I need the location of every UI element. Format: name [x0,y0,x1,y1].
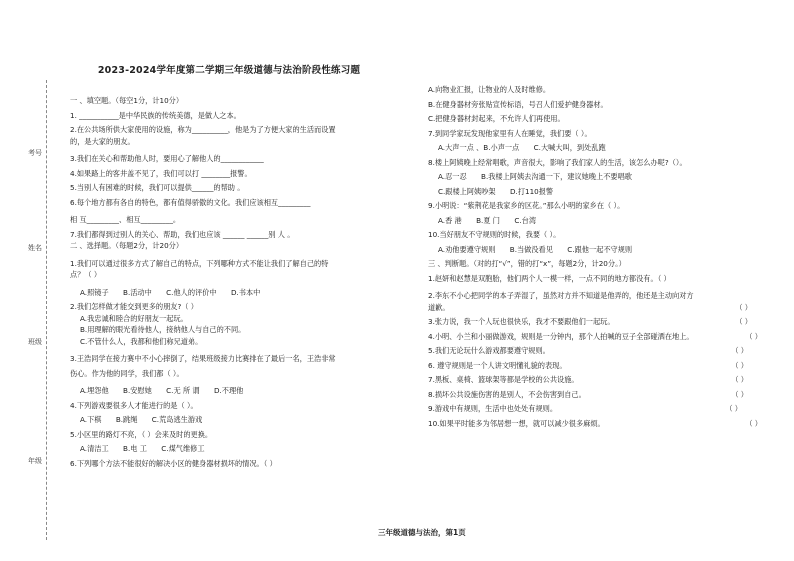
judgement-item [428,317,780,328]
question-line: 7.我们都得到过别人的关心、帮助，我们也应该 ______ ______别 人 。 [70,229,295,239]
binding-margin [0,0,60,561]
question-line: 10.当好朋友不守规则的时候，我要（ ）。 [428,230,561,239]
margin-label-class: 班级 [28,338,42,346]
answer-options: A.埋怨他 B.安慰她 C.无 所 谓 D.不理他 [80,386,244,395]
section-heading: 二 、选择题。（每题2分，计20分） [70,241,184,250]
answer-option: B.用理解的眼光看待他人，接纳他人与自己的不同。 [80,325,246,334]
question-line: 1.我们可以通过很多方式了解自己的特点，下列哪种方式不能让我们了解自己的特 [70,258,329,268]
cut-line [46,80,47,540]
answer-option: A.我忠诚和睦合的好朋友一起玩。 [80,313,188,323]
answer-options: A.大声一点 、B.小声一点 C.大喊大叫，到处乱跑 [438,143,606,152]
section-heading: 一 、填空题。（每空1分，计10分） [70,96,184,105]
answer-parentheses: （ ） [731,375,748,384]
question-line: 3.王浩同学在接力赛中不小心摔倒了，结果班级接力比赛排在了最后一名，王浩非常 [70,354,336,363]
judgement-item [428,419,780,430]
question-text: 7.黑板、桌椅、篮球架等都是学校的公共设施。 [428,375,579,384]
margin-label-name: 姓名 [28,244,42,252]
question-line: 伤心。作为他的同学，我们都（ ）。 [70,368,184,378]
question-line: 1.赵妍和赵慧是双胞胎，他们两个人一模一样，一点不同的地方都没有。（ ） [428,273,671,283]
right-column [428,85,780,429]
answer-parentheses: （ ） [735,317,752,326]
question-text: 8.损坏公共设施伤害的是别人，不会伤害到自己。 [428,389,586,399]
answer-option: A.向物业汇报，让物业的人及时维修。 [428,85,551,94]
question-line: 2.在公共场所供大家使用的设施，称为__________，他是为了方便大家的生活而设置 [70,125,336,134]
answer-option: C.把健身器材封起来，不允许人们再使用。 [428,114,565,123]
judgement-item [428,390,780,401]
answer-parentheses: （ ） [725,404,742,413]
question-line: 5.当别人有困难的时候，我们可以提供______的帮助 。 [70,183,245,192]
answer-parentheses: （ ） [745,418,762,428]
question-line: 6.每个地方都有各自的特色，都有值得骄傲的文化。我们应该相互_________ [70,197,311,207]
judgement-item [428,375,780,386]
question-line: 9.小明说：“紫荆花是我家乡的区花。”那么小明的家乡在（ ）。 [428,201,625,210]
question-text: 9.游戏中有规则，生活中也处处有规则。 [428,404,558,413]
answer-parentheses: （ ） [731,389,748,399]
question-text: 10.如果平时能多为邻居想一想，就可以减少很多麻烦。 [428,418,605,428]
answer-parentheses: （ ） [731,346,748,355]
question-line: 2.我们怎样做才能交到更多的朋友?（ ） [70,302,198,311]
answer-option: B.在健身器材旁张贴宣传标语，号召人们爱护健身器材。 [428,99,608,109]
answer-options: A.香 港 B.夏 门 C.台湾 [438,215,537,225]
question-line: 8.楼上阿姨晚上经常唱歌，声音很大，影响了我们家人的生活，该怎么办呢?（）。 [428,157,687,167]
question-line: 2.李东不小心把同学的本子弄湿了，虽然对方并不知道是他弄的，他还是主动向对方 [428,291,694,300]
question-text: 6. 遵守规则是一个人讲文明懂礼貌的表现。 [428,360,567,370]
margin-label-grade: 年级 [28,457,42,465]
answer-parentheses: （ ） [735,302,752,312]
question-line: 1. ___________是中华民族的传统美德，是做人之本。 [70,110,241,120]
answer-options: A.照镜子 B.活动中 C.他人的评价中 D.书本中 [80,287,261,297]
section-heading: 三 、判断题。（对的打“√”，错的打“x”，每题2分，计20分。） [428,259,626,268]
judgement-item [428,346,780,357]
question-line: 7.到同学家玩发现他家里有人在睡觉，我们要（ ）。 [428,128,592,138]
answer-options: A.下棋 B.跳绳 C.荒岛逃生游戏 [80,415,203,424]
question-text: 3.张力说，我一个人玩也很快乐，我才不要跟他们一起玩。 [428,317,615,326]
question-line: 4.下列游戏要很多人才能进行的是（ ）。 [70,400,198,410]
answer-parentheses: （ ） [731,360,748,370]
question-line: 4.如果路上的客井盖不见了，我们可以打 ________报警。 [70,168,252,178]
question-line: 相 互_________、相互_________。 [70,215,181,224]
judgement-item [428,404,780,415]
answer-options: A.忍一忍 B.我楼上阿姨去沟通一下，建议她晚上不要唱歌 [438,172,632,181]
judgement-item [428,303,780,314]
left-column [70,96,416,469]
question-line: 点？（ ） [70,270,102,279]
question-line: 6.下列哪个方法不能很好的解决小区的健身器材损坏的情况。（ ） [70,458,277,468]
question-line: 的，是大家的朋友。 [70,136,135,146]
answer-options: A.清洁工 B.电 工 C.煤气维修工 [80,444,205,453]
answer-options: C.跟楼上阿姨吵架 D.打110报警 [438,186,554,196]
question-text: 道歉。 [428,302,450,312]
judgement-item [428,332,780,343]
answer-options: A.劝他要遵守规则 B.当做没看见 C.跟他一起不守规则 [438,244,633,254]
page-title: 2023-2024学年度第二学期三年级道德与法治阶段性练习题 [97,65,361,76]
margin-label-exam-no: 考号 [28,149,42,157]
question-line: 5.小区里的路灯不亮，（ ）会来及时的更换。 [70,429,213,439]
answer-parentheses: （ ） [745,331,762,341]
question-text: 4.小明、小兰和小丽做游戏，规则是一分钟内，那个人拍喊的豆子全部碰洒在地上。 [428,331,694,341]
answer-option: C.不管什么人，我都和他们称兄道弟。 [80,336,203,346]
question-text: 5.我们无论玩什么游戏都要遵守规则。 [428,346,550,355]
question-line: 3.我们在关心和帮助他人时，要用心了解他人的____________ [70,154,264,163]
page-footer: 三年级道德与法治，第1页 [378,528,466,537]
judgement-item [428,361,780,372]
